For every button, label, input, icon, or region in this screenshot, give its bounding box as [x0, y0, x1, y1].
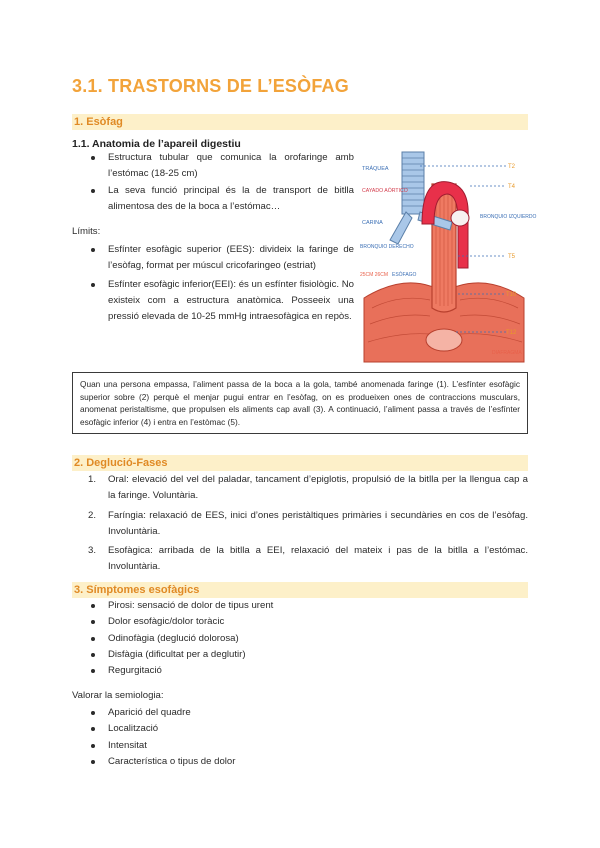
list-item: Intensitat	[72, 738, 528, 754]
list-item: Regurgitació	[72, 663, 528, 679]
list-item: Dolor esofàgic/dolor toràcic	[72, 614, 528, 630]
label-esophagus: ESÓFAGO	[392, 272, 417, 278]
esofag-bullets	[72, 150, 354, 215]
esophagus-anatomy-figure	[360, 148, 537, 362]
list-item: Odinofàgia (deglució dolorosa)	[72, 631, 528, 647]
list-item: Localització	[72, 721, 528, 737]
subsection-heading-anatomia: 1.1. Anatomia de l’apareil digestiu	[72, 138, 241, 150]
label-t2: T2	[508, 164, 516, 170]
list-item: 3. Esofàgica: arribada de la bitlla a EEI, relaxació del mateix i pas de la bitlla a l’estómac. Involuntària.	[88, 545, 528, 573]
limits-bullets	[72, 242, 354, 325]
label-trachea: TRÁQUEA	[362, 166, 389, 172]
list-item: Esfínter esofàgic superior (EES): divideix la faringe de l’esòfag, format per múscul cricofaringeo (estriat)	[72, 242, 354, 275]
label-diaphragm: DIAFRAGMA	[492, 350, 522, 356]
list-item: Disfàgia (dificultat per a deglutir)	[72, 647, 528, 663]
page-title: 3.1. TRASTORNS DE L’ESÒFAG	[72, 76, 349, 96]
label-carina: CARINA	[362, 220, 383, 226]
label-cm: 25CM 26CM	[360, 272, 389, 278]
section-heading-esofag: 1. Esòfag	[72, 114, 528, 130]
label-t10: T10	[506, 292, 517, 298]
list-item: Característica o tipus de dolor	[72, 754, 528, 770]
assess-list	[72, 705, 528, 770]
limits-label: Límits:	[72, 226, 101, 237]
list-item: 2. Faríngia: relaxació de EES, inici d’ones peristàltiques primàries i secundàries en cos de l’esòfag. Involuntària.	[88, 509, 528, 537]
label-bronchus-left: BRONQUIO IZQUIERDO	[480, 214, 537, 220]
label-bronchus-right: BRONQUIO DERECHO	[360, 244, 414, 250]
list-item: Estructura tubular que comunica la orofaringe amb l’estómac (18-25 cm)	[72, 150, 354, 183]
list-item: La seva funció principal és la de transport de bitlla alimentosa des de la boca a l’estómac…	[72, 183, 354, 216]
esophagus-illustration	[360, 148, 537, 362]
symptoms-list	[72, 598, 528, 679]
list-item: Esfínter esofàgic inferior(EEI): és un esfínter fisiològic. No existeix com a estructura anatòmica. Posseeix una pressió elevada de 10-25 mmHg intraesofàgica en repòs.	[72, 277, 354, 326]
assess-label: Valorar la semiologia:	[72, 690, 164, 701]
deglucio-phases-list	[72, 472, 528, 576]
list-item: Aparició del quadre	[72, 705, 528, 721]
swallowing-callout-box: Quan una persona empassa, l’aliment passa de la boca a la gola, també anomenada faringe (1). L’esfínter esofàgic superior sobre (2) perquè el menjar pugui entrar en l’esòfag, on es produeixen ones de contraccions musculars, anomenat peristaltisme, que propulsen els aliments cap avall (3). A continuació, l’aliment passa a través de l’esfínter esofàgic inferior (4) i entra en l’estòmac (5).	[72, 372, 528, 434]
label-t4: T4	[508, 184, 516, 190]
label-t12: T12	[506, 330, 517, 336]
section-heading-deglucio: 2. Deglució-Fases	[72, 455, 528, 471]
list-item: Pirosi: sensació de dolor de tipus urent	[72, 598, 528, 614]
label-t5: T5	[508, 254, 516, 260]
list-item: 1. Oral: elevació del vel del paladar, tancament d’epiglotis, propulsió de la bitlla per la llengua cap a la faringe. Voluntària.	[88, 474, 528, 502]
label-aorta: CAYADO AÓRTICO	[362, 188, 408, 194]
section-heading-simptomes: 3. Símptomes esofàgics	[72, 582, 528, 598]
